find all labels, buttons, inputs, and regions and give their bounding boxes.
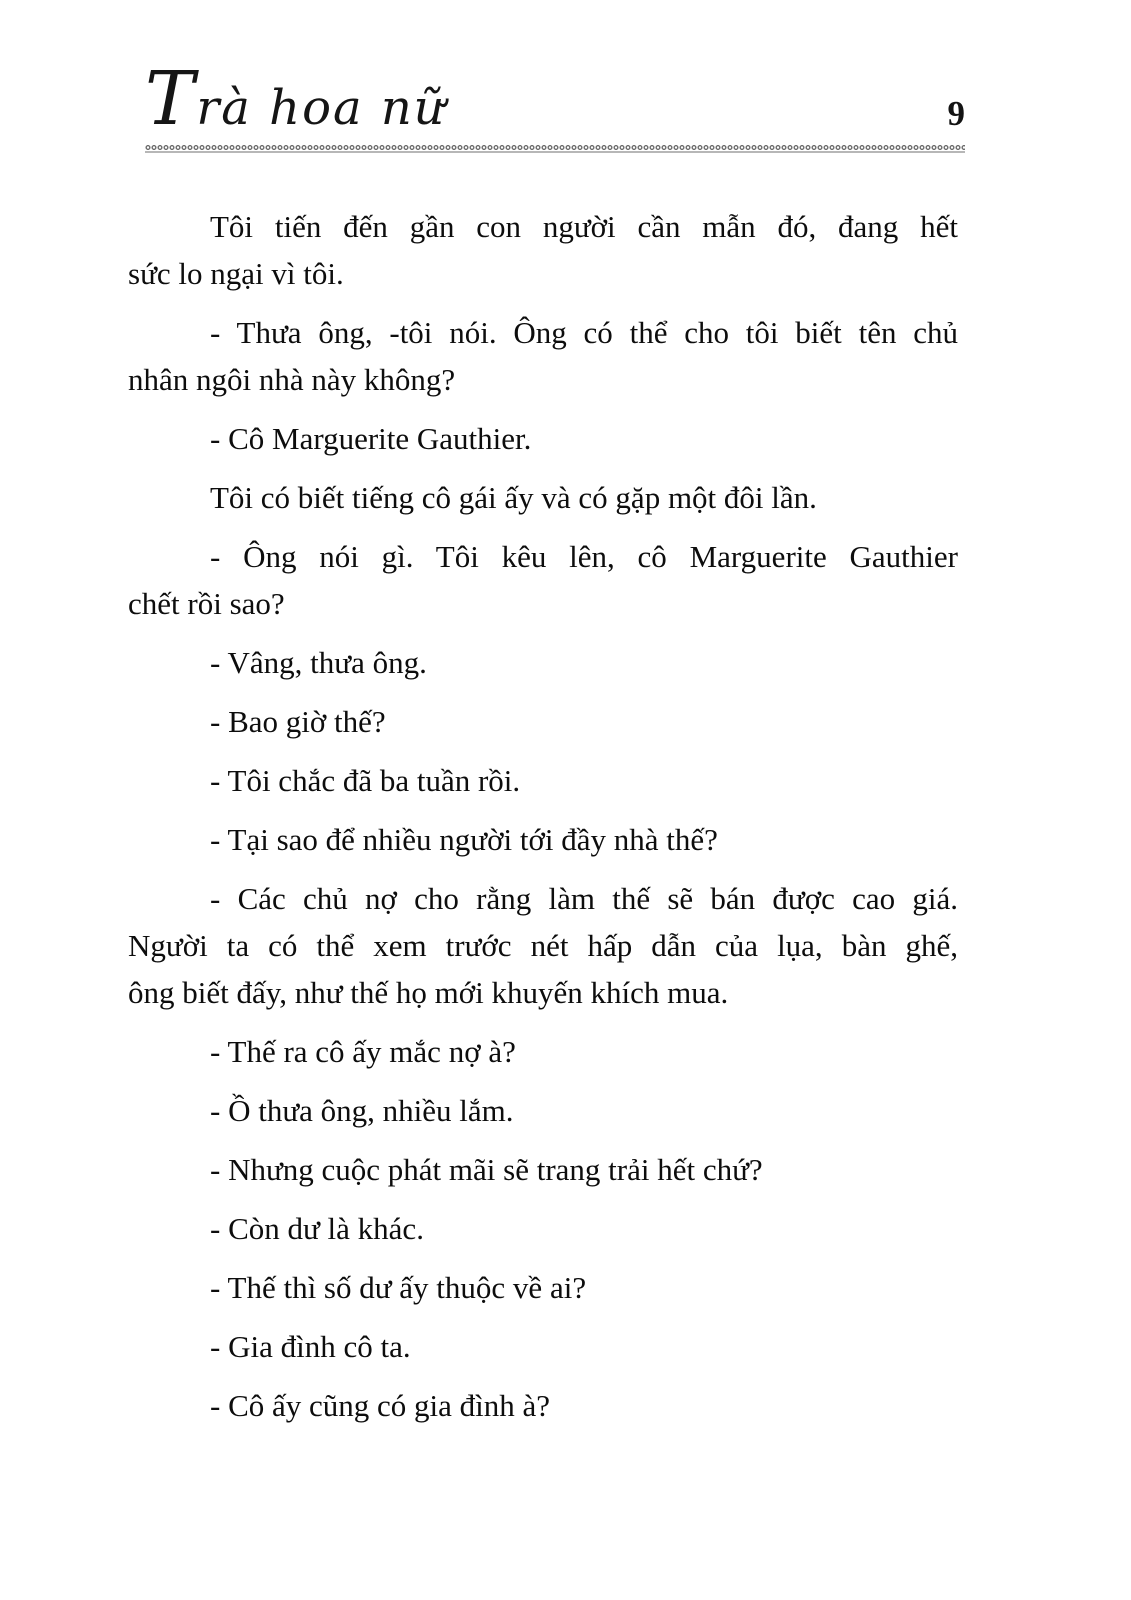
text-line: - Vâng, thưa ông. (210, 645, 427, 680)
paragraph (128, 698, 958, 745)
text-line: Tôi có biết tiếng cô gái ấy và có gặp một đôi lần. (210, 480, 817, 515)
text-line: - Thế ra cô ấy mắc nợ à? (210, 1034, 516, 1069)
paragraph (128, 816, 958, 863)
paragraph (128, 203, 958, 297)
text-line: - Gia đình cô ta. (210, 1329, 411, 1364)
text-line: nhân ngôi nhà này không? (128, 362, 456, 397)
text-line: - Còn dư là khác. (210, 1211, 424, 1246)
paragraph (128, 1087, 958, 1134)
paragraph (128, 1146, 958, 1193)
text-line: - Nhưng cuộc phát mãi sẽ trang trải hết chứ? (210, 1152, 763, 1187)
text-line: - Thưa ông, -tôi nói. Ông có thể cho tôi biết tên chủ (210, 315, 958, 350)
paragraph (128, 1205, 958, 1252)
text-line: Tôi tiến đến gần con người cần mẫn đó, đang hết (210, 209, 958, 244)
paragraph (128, 533, 958, 627)
ornament-rule (145, 144, 965, 153)
paragraph (128, 1323, 958, 1370)
text-line: - Ồ thưa ông, nhiều lắm. (210, 1093, 514, 1128)
paragraph (128, 474, 958, 521)
book-title: Trà hoa nữ (145, 56, 447, 142)
paragraph (128, 639, 958, 686)
paragraph (128, 309, 958, 403)
text-line: - Bao giờ thế? (210, 704, 386, 739)
text-line: chết rồi sao? (128, 586, 285, 621)
text-line: - Tại sao để nhiều người tới đầy nhà thế? (210, 822, 718, 857)
text-line: - Các chủ nợ cho rằng làm thế sẽ bán được cao giá. (210, 881, 958, 916)
page-number: 9 (947, 94, 965, 133)
text-line: - Ông nói gì. Tôi kêu lên, cô Marguerite Gauthier (210, 539, 958, 574)
paragraph (128, 1264, 958, 1311)
paragraph (128, 875, 958, 1016)
text-line: - Cô ấy cũng có gia đình à? (210, 1388, 551, 1423)
text-line: ông biết đấy, như thế họ mới khuyến khích mua. (128, 975, 729, 1010)
text-line: - Tôi chắc đã ba tuần rồi. (210, 763, 521, 798)
page-header (145, 56, 965, 142)
paragraph (128, 1382, 958, 1429)
text-line: - Thế thì số dư ấy thuộc về ai? (210, 1270, 587, 1305)
paragraph (128, 1028, 958, 1075)
page-body (128, 203, 958, 1429)
text-line: Người ta có thể xem trước nét hấp dẫn của lụa, bàn ghế, (128, 928, 958, 963)
paragraph (128, 415, 958, 462)
text-line: - Cô Marguerite Gauthier. (210, 421, 532, 456)
text-line: sức lo ngại vì tôi. (128, 256, 344, 291)
paragraph (128, 757, 958, 804)
